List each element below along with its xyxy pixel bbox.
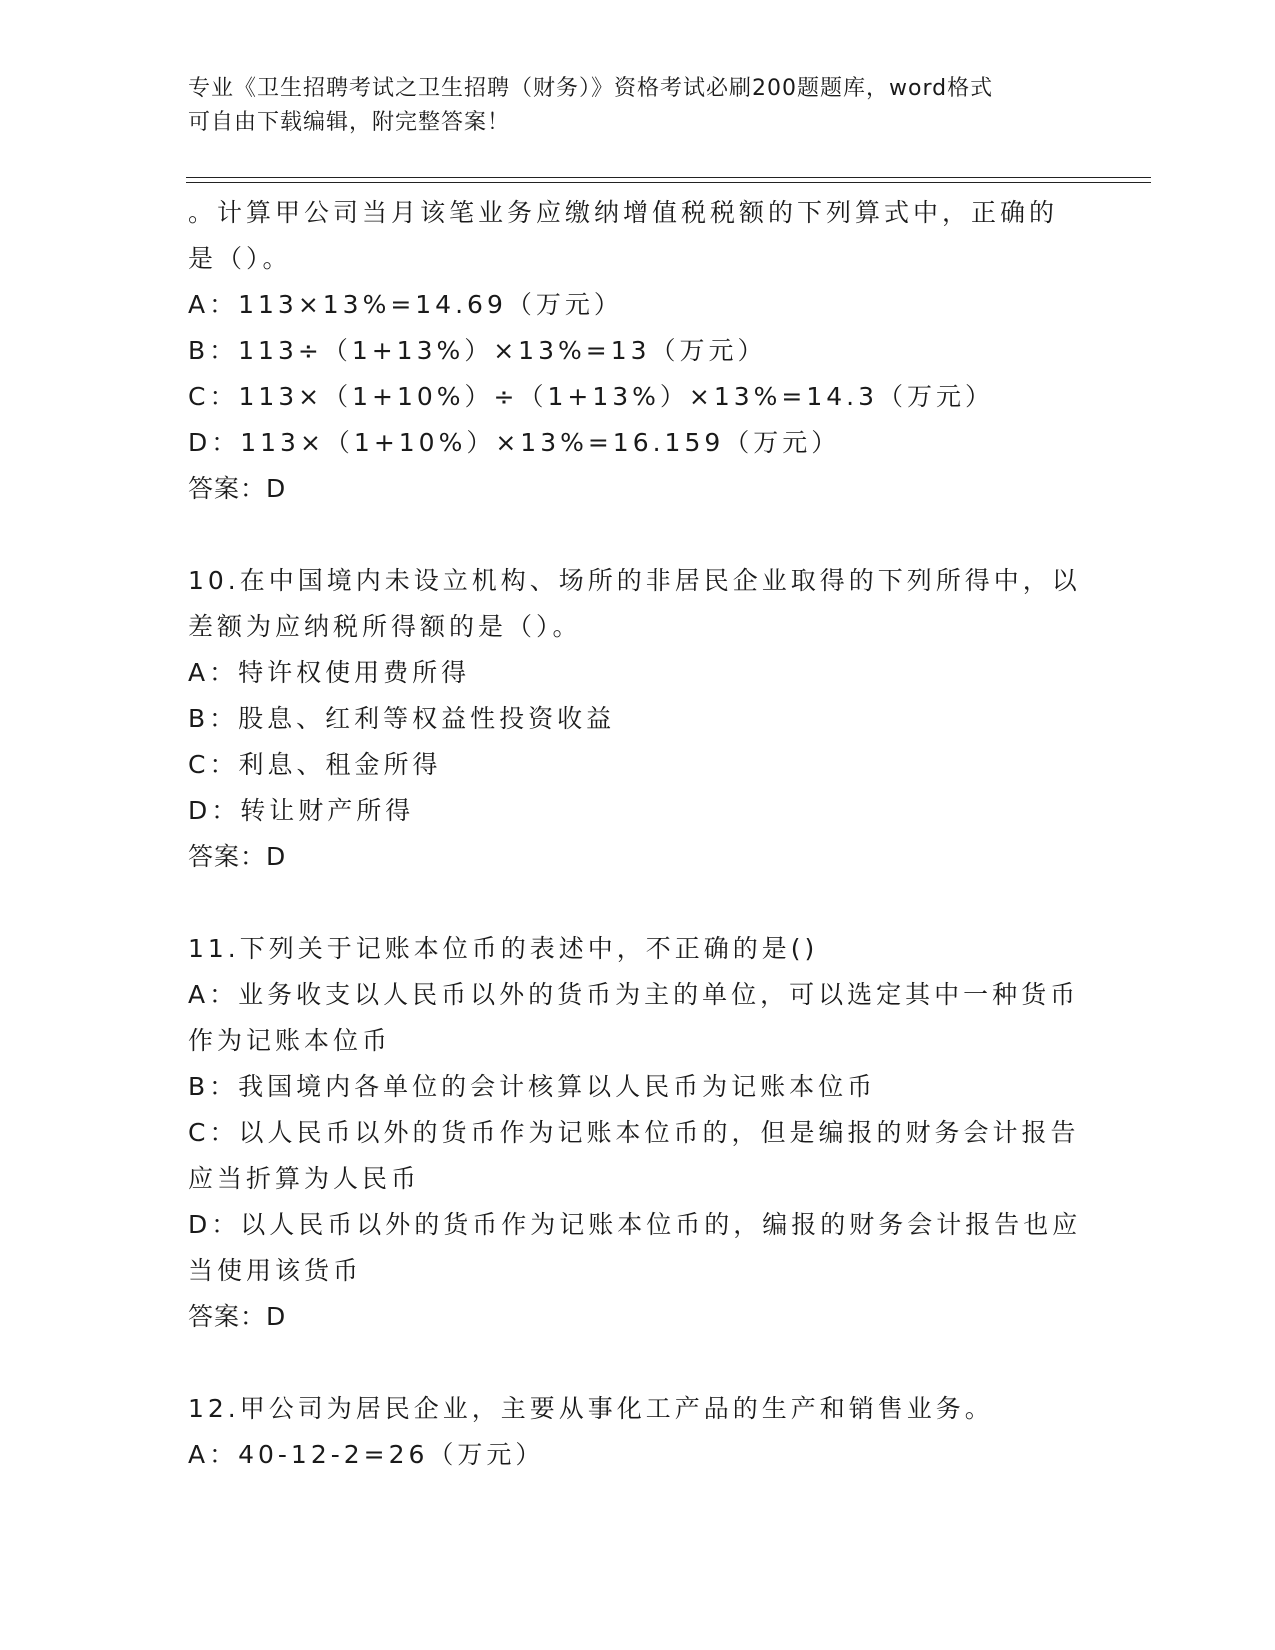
- header-line-1: 专业《卫生招聘考试之卫生招聘（财务）》资格考试必刷200题题库，word格式: [188, 76, 994, 101]
- question-text: 11.下列关于记账本位币的表述中，不正确的是(): [188, 934, 819, 963]
- question-block-11: [188, 926, 1088, 1340]
- header-divider-top: [186, 177, 1151, 178]
- option-d: D：113×（1+10%）×13%=16.159（万元）: [188, 428, 841, 457]
- option-a-continued: 作为记账本位币: [188, 1026, 392, 1055]
- option-a: A：113×13%=14.69（万元）: [188, 290, 623, 319]
- answer-text: 答案：D: [188, 1302, 287, 1331]
- option-b: B：股息、红利等权益性投资收益: [188, 704, 616, 733]
- question-block-9: [188, 190, 1088, 512]
- option-c-continued: 应当折算为人民币: [188, 1164, 421, 1193]
- question-text: 。计算甲公司当月该笔业务应缴纳增值税税额的下列算式中，正确的: [188, 198, 1059, 227]
- option-d: D：转让财产所得: [188, 796, 415, 825]
- question-block-12: [188, 1386, 1088, 1478]
- option-c: C：113×（1+10%）÷（1+13%）×13%=14.3（万元）: [188, 382, 995, 411]
- option-b: B：113÷（1+13%）×13%=13（万元）: [188, 336, 767, 365]
- question-text: 10.在中国境内未设立机构、场所的非居民企业取得的下列所得中，以: [188, 566, 1081, 595]
- option-c: C：以人民币以外的货币作为记账本位币的，但是编报的财务会计报告: [188, 1118, 1080, 1147]
- question-list: [188, 190, 1088, 1524]
- question-block-10: [188, 558, 1088, 880]
- header-line-2: 可自由下载编辑，附完整答案！: [188, 110, 511, 135]
- question-text: 是（）。: [188, 244, 292, 273]
- option-a: A：业务收支以人民币以外的货币为主的单位，可以选定其中一种货币: [188, 980, 1080, 1009]
- option-a: A：40-12-2=26（万元）: [188, 1440, 545, 1469]
- answer-text: 答案：D: [188, 842, 287, 871]
- question-text: 12.甲公司为居民企业，主要从事化工产品的生产和销售业务。: [188, 1394, 994, 1423]
- option-c: C：利息、租金所得: [188, 750, 442, 779]
- option-d: D：以人民币以外的货币作为记账本位币的，编报的财务会计报告也应: [188, 1210, 1082, 1239]
- question-text: 差额为应纳税所得额的是（）。: [188, 612, 582, 641]
- option-d-continued: 当使用该货币: [188, 1256, 363, 1285]
- document-header: [188, 72, 1068, 140]
- header-divider-bottom: [186, 182, 1151, 183]
- option-b: B：我国境内各单位的会计核算以人民币为记账本位币: [188, 1072, 877, 1101]
- answer-text: 答案：D: [188, 474, 287, 503]
- option-a: A：特许权使用费所得: [188, 658, 471, 687]
